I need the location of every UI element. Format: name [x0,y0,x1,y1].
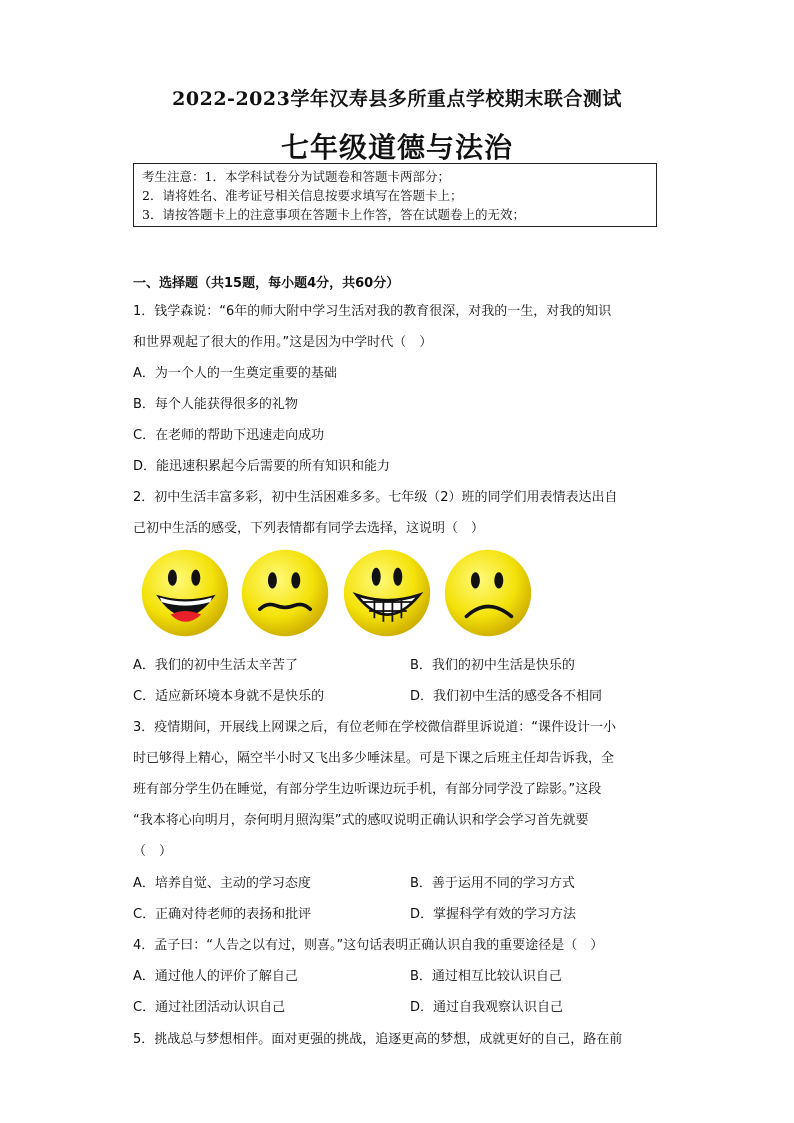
emoji-faces [140,548,540,640]
sad-face-icon [443,548,533,638]
q4-stem-line-1: 4．孟子曰：“人告之以有过，则喜。”这句话表明正确认识自我的重要途径是（ ） [133,938,604,953]
q1-stem-line-1: 1．钱学森说：“6年的师大附中学习生活对我的教育很深，对我的一生，对我的知识 [133,304,612,319]
grinning-face-icon [342,548,432,638]
subject-title: 七年级道德与法治 [280,131,513,164]
exam-title: 2022-2023学年汉寿县多所重点学校期末联合测试 [172,88,622,110]
q2-option-b: B．我们的初中生活是快乐的 [410,658,575,673]
q1-option-c: C．在老师的帮助下迅速走向成功 [133,428,325,443]
q3-stem-line-3: 班有部分学生仍在睡觉，有部分学生边听课边玩手机，有部分同学没了踪影。”这段 [133,782,602,797]
q1-option-b: B．每个人能获得很多的礼物 [133,397,298,412]
wavy-mouth-face-icon [240,548,330,638]
laughing-face-icon [140,548,230,638]
q2-option-c: C．适应新环境本身就不是快乐的 [133,689,325,704]
notice-line-3: 3．请按答题卡上的注意事项在答题卡上作答，答在试题卷上的无效； [142,207,525,222]
q3-option-c: C．正确对待老师的表扬和批评 [133,907,312,922]
q5-stem-line-1: 5．挑战总与梦想相伴。面对更强的挑战，追逐更高的梦想，成就更好的自己，路在前 [133,1032,623,1047]
q1-option-a: A．为一个人的一生奠定重要的基础 [133,366,337,381]
q3-stem-line-5: （ ） [133,844,173,859]
q4-option-c: C．通过社团活动认识自己 [133,1000,286,1015]
q4-option-a: A．通过他人的评价了解自己 [133,969,298,984]
section-heading: 一、选择题（共15题，每小题4分，共60分） [133,276,400,291]
q3-stem-line-2: 时已够得上精心，隔空半小时又飞出多少唾沫星。可是下课之后班主任却告诉我，全 [133,751,615,766]
q1-option-d: D．能迅速积累起今后需要的所有知识和能力 [133,459,391,474]
q2-stem-line-2: 己初中生活的感受，下列表情都有同学去选择，这说明（ ） [133,521,485,536]
q2-stem-line-1: 2．初中生活丰富多彩，初中生活困难多多。七年级（2）班的同学们用表情表达出自 [133,490,618,505]
notice-line-1: 考生注意：1．本学科试卷分为试题卷和答题卡两部分； [142,169,450,184]
notice-line-2: 2．请将姓名、准考证号相关信息按要求填写在答题卡上； [142,188,463,203]
notice-box [133,163,657,227]
q2-option-a: A．我们的初中生活太辛苦了 [133,658,298,673]
q4-option-b: B．通过相互比较认识自己 [410,969,562,984]
q1-stem-line-2: 和世界观起了很大的作用。”这是因为中学时代（ ） [133,335,433,350]
q4-option-d: D．通过自我观察认识自己 [410,1000,564,1015]
q3-stem-line-4: “我本将心向明月，奈何明月照沟渠”式的感叹说明正确认识和学会学习首先就要 [133,813,589,828]
q2-option-d: D．我们初中生活的感受各不相同 [410,689,603,704]
q3-option-d: D．掌握科学有效的学习方法 [410,907,577,922]
q3-option-b: B．善于运用不同的学习方式 [410,876,575,891]
q3-stem-line-1: 3．疫情期间，开展线上网课之后，有位老师在学校微信群里诉说道：“课件设计一小 [133,720,617,735]
q3-option-a: A．培养自觉、主动的学习态度 [133,876,311,891]
